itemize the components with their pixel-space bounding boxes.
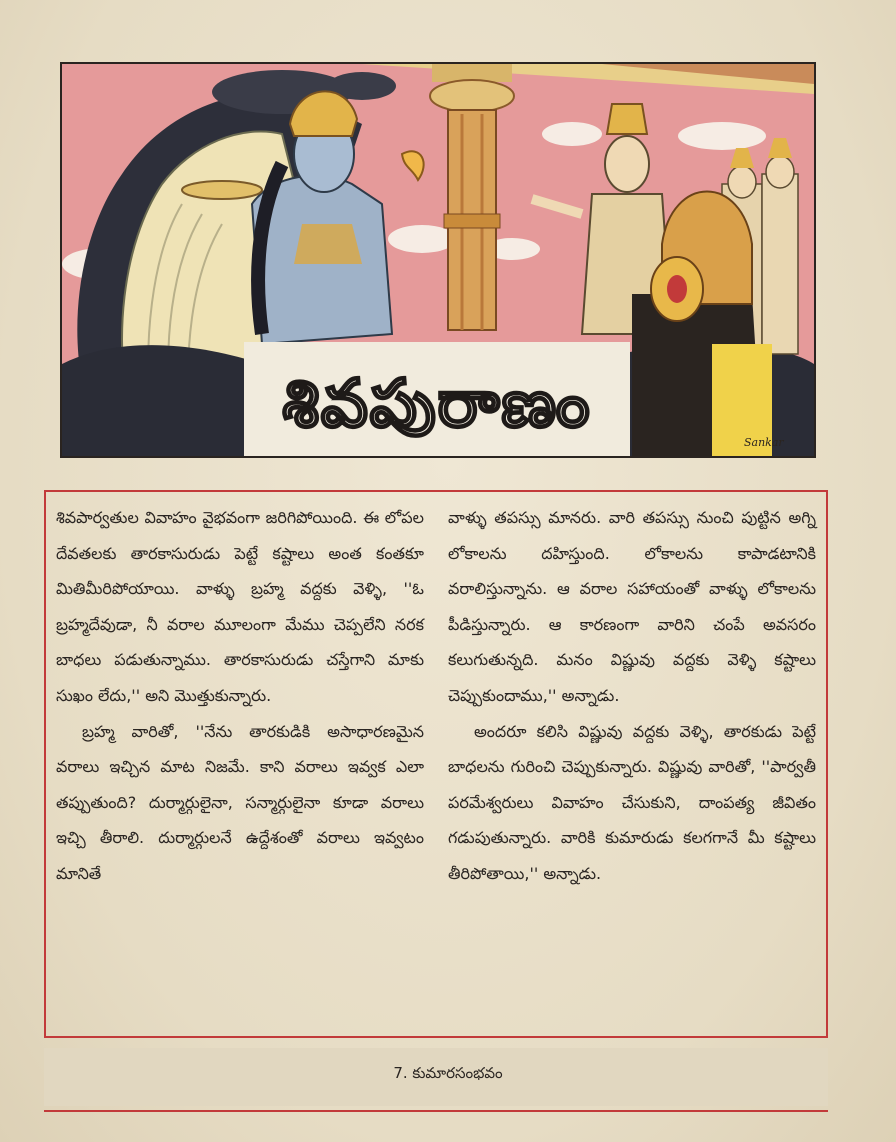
- left-column: [56, 500, 424, 892]
- story-illustration: [60, 62, 816, 458]
- paragraph-1: శివపార్వతుల వివాహం వైభవంగా జరిగిపోయింది. ఈ లోపల దేవతలకు తారకాసురుడు పెట్టే కష్టాలు అంత కంతకూ మితిమీరిపోయాయి. వాళ్ళు బ్రహ్మ వద్దకు వెళ్ళి, ''ఓ బ్రహ్మదేవుడా, నీ వరాల మూలంగా మేము చెప్పలేని నరక బాధలు పడుతున్నాము. తారకాసురుడు చస్తేగాని మాకు సుఖం లేదు,'' అని మొత్తుకున్నారు.: [56, 508, 424, 705]
- bottom-rule: [44, 1110, 828, 1112]
- paragraph-4: అందరూ కలిసి విష్ణువు వద్దకు వెళ్ళి, తారకుడు పెట్టే బాధలను గురించి చెప్పుకున్నారు. విష్ణువు వారితో, ''పార్వతీ పరమేశ్వరులు వివాహం చేసుకుని, దాంపత్య జీవితం గడుపుతున్నారు. వారికి కుమారుడు కలగగానే మీ కష్టాలు తీరిపోతాయి,'' అన్నాడు.: [448, 721, 816, 883]
- paragraph-2: బ్రహ్మ వారితో, ''నేను తారకుడికి అసాధారణమైన వరాలు ఇచ్చిన మాట నిజమే. కాని వరాలు ఇవ్వక ఎలా తప్పుతుంది? దుర్మార్గులైనా, సన్మార్గులైనా కూడా వరాలు ఇచ్చి తీరాలి. దుర్మార్గులనే ఉద్దేశంతో వరాలు ఇవ్వటం మానితే: [56, 721, 424, 883]
- chapter-footer: 7. కుమారసంభవం: [393, 1064, 503, 1082]
- title-panel: [244, 342, 630, 458]
- right-column: [448, 500, 816, 892]
- paragraph-3: వాళ్ళు తపస్సు మానరు. వారి తపస్సు నుంచి పుట్టిన అగ్ని లోకాలను దహిస్తుంది. లోకాలను కాపాడటానికి వరాలిస్తున్నాను. ఆ వరాల సహాయంతో వాళ్ళు లోకాలను పీడిస్తున్నారు. ఆ కారణంగా వారిని చంపే అవసరం కలుగుతున్నది. మనం విష్ణువు వద్దకు వెళ్ళి కష్టాలు చెప్పుకుందాము,'' అన్నాడు.: [448, 508, 816, 705]
- story-text-frame: [44, 490, 828, 1038]
- serpent-coil-left: [62, 345, 262, 456]
- artist-signature: Sankar: [744, 436, 784, 449]
- page-title: శివపురాణం: [282, 365, 592, 442]
